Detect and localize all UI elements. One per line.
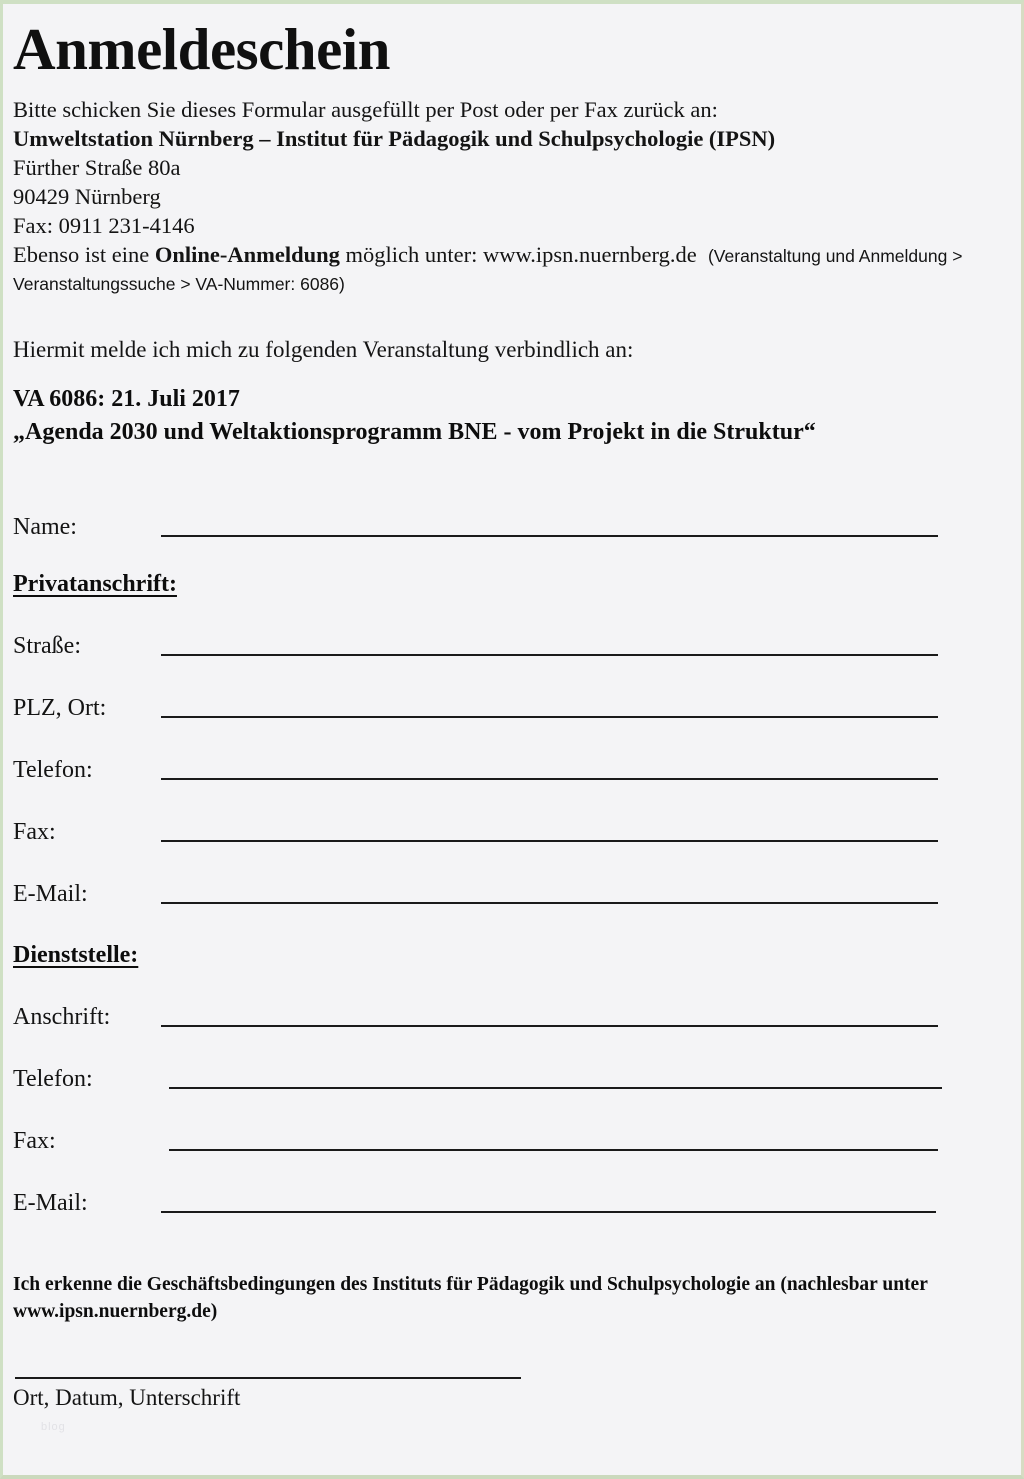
online-registration-line <box>13 240 1021 271</box>
form-row-private-strasse[interactable] <box>13 624 1021 660</box>
office-anschrift-label: Anschrift: <box>13 1004 111 1030</box>
office-email-label: E-Mail: <box>13 1190 88 1216</box>
office-fax-label: Fax: <box>13 1128 56 1154</box>
section-heading-privatanschrift: Privatanschrift: <box>13 571 177 597</box>
recipient-organisation: Umweltstation Nürnberg – Institut für Pädagogik und Schulpsychologie (IPSN) <box>13 126 776 151</box>
form-row-office-fax[interactable] <box>13 1119 1021 1155</box>
online-prefix: Ebenso ist eine <box>13 242 155 267</box>
online-note-part-two: Veranstaltungssuche > VA-Nummer: 6086) <box>13 274 345 294</box>
declaration-text: Hiermit melde ich mich zu folgenden Veranstaltung verbindlich an: <box>13 337 634 362</box>
intro-instruction: Bitte schicken Sie dieses Formular ausgefüllt per Post oder per Fax zurück an: <box>13 97 718 122</box>
recipient-block <box>13 95 1021 297</box>
va-number-and-date: VA 6086: 21. Juli 2017 <box>13 386 240 412</box>
private-telefon-input-line[interactable] <box>161 778 938 780</box>
office-fax-input-line[interactable] <box>169 1149 938 1151</box>
online-anmeldung-emphasis: Online-Anmeldung <box>154 242 340 267</box>
private-fax-input-line[interactable] <box>161 840 938 842</box>
form-row-private-email[interactable] <box>13 872 1021 908</box>
page-title: Anmeldeschein <box>13 16 390 82</box>
office-email-input-line[interactable] <box>161 1211 936 1213</box>
office-telefon-label: Telefon: <box>13 1066 93 1092</box>
name-label: Name: <box>13 514 77 540</box>
recipient-fax: Fax: 0911 231-4146 <box>13 213 195 238</box>
private-plz-ort-input-line[interactable] <box>161 716 938 718</box>
private-strasse-label: Straße: <box>13 633 81 659</box>
page-content <box>3 4 1021 1475</box>
form-row-office-email[interactable] <box>13 1181 1021 1217</box>
blog-watermark: blog <box>41 1421 66 1433</box>
terms-acceptance-text <box>13 1271 1003 1325</box>
form-row-office-anschrift[interactable] <box>13 995 1021 1031</box>
form-row-private-telefon[interactable] <box>13 748 1021 784</box>
name-input-line[interactable] <box>161 535 938 537</box>
form-row-name[interactable] <box>13 505 1021 541</box>
private-plz-ort-label: PLZ, Ort: <box>13 695 107 721</box>
online-middle: möglich unter: <box>339 242 484 267</box>
signature-block <box>13 1377 1021 1433</box>
private-email-label: E-Mail: <box>13 881 88 907</box>
terms-line-1: Ich erkenne die Geschäftsbedingungen des Instituts für Pädagogik und Schulpsychologie an (nachlesbar unter <box>13 1274 928 1295</box>
form-row-private-fax[interactable] <box>13 810 1021 846</box>
office-anschrift-input-line[interactable] <box>161 1025 938 1027</box>
form-row-office-telefon[interactable] <box>13 1057 1021 1093</box>
online-note-part-one: (Veranstaltung und Anmeldung > <box>707 246 963 266</box>
section-heading-dienststelle: Dienststelle: <box>13 942 139 968</box>
form-row-private-plz-ort[interactable] <box>13 686 1021 722</box>
private-email-input-line[interactable] <box>161 902 938 904</box>
signature-input-line[interactable] <box>15 1377 521 1379</box>
recipient-street: Fürther Straße 80a <box>13 155 181 180</box>
signature-caption: Ort, Datum, Unterschrift <box>13 1385 241 1410</box>
office-telefon-input-line[interactable] <box>169 1087 942 1089</box>
private-telefon-label: Telefon: <box>13 757 93 783</box>
private-strasse-input-line[interactable] <box>161 654 938 656</box>
event-title: „Agenda 2030 und Weltaktionsprogramm BNE - vom Projekt in die Struktur“ <box>13 419 816 445</box>
ipsn-website-url[interactable]: www.ipsn.nuernberg.de <box>483 242 697 267</box>
recipient-city: 90429 Nürnberg <box>13 184 161 209</box>
private-fax-label: Fax: <box>13 819 56 845</box>
terms-line-2: www.ipsn.nuernberg.de) <box>13 1301 218 1322</box>
